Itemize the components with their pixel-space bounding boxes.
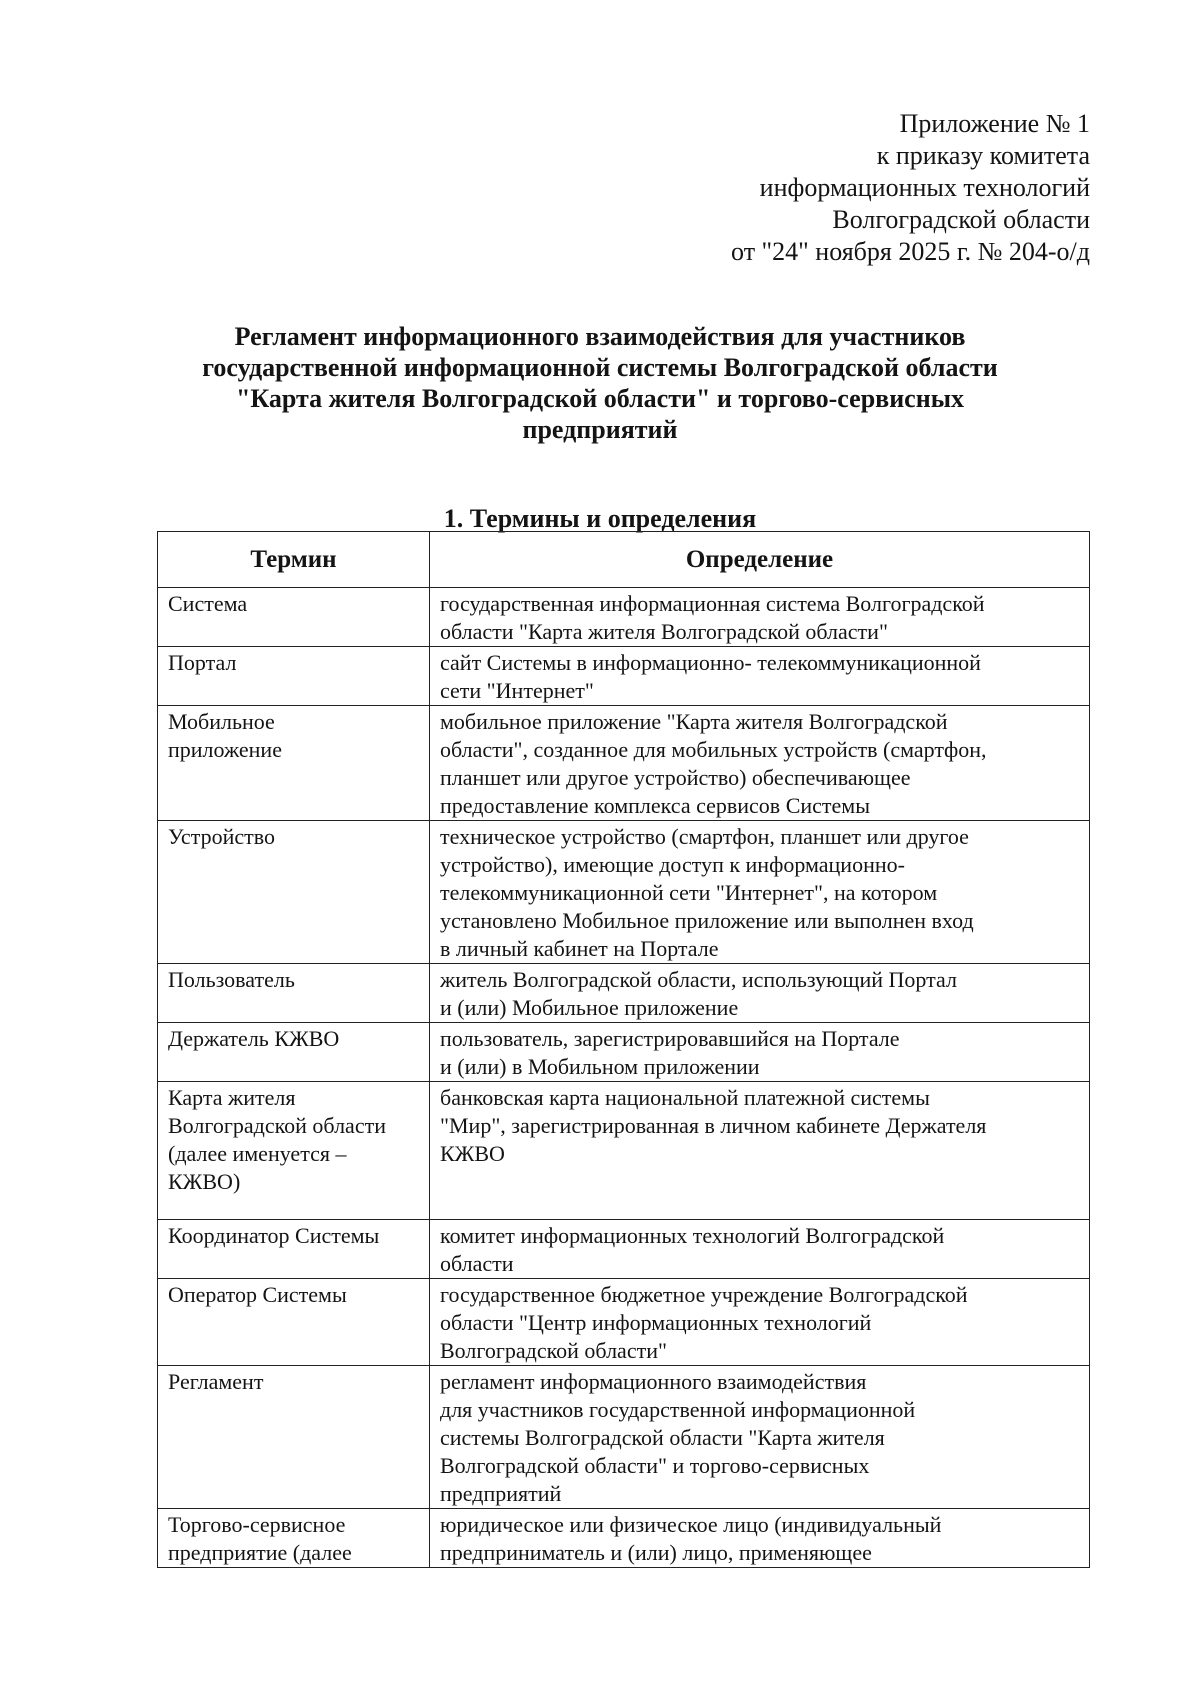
terms-body (158, 588, 1090, 1568)
document-title (150, 321, 1050, 445)
definition-line: области "Карта жителя Волгоградской области" (440, 619, 888, 644)
title-line: государственной информационной системы Волгоградской области (202, 353, 998, 382)
table-row (158, 588, 1090, 647)
table-header-row (158, 532, 1090, 588)
definition-line: сети "Интернет" (440, 678, 594, 703)
definition-line: "Мир", зарегистрированная в личном кабинете Держателя (440, 1113, 987, 1138)
term-line: Мобильное (168, 709, 275, 734)
definition-cell (430, 1509, 1090, 1568)
definition-line: области (440, 1251, 514, 1276)
term-cell (158, 1366, 430, 1509)
term-line: Устройство (168, 824, 275, 849)
definition-line: техническое устройство (смартфон, планшет или другое (440, 824, 969, 849)
definition-line: системы Волгоградской области "Карта жителя (440, 1425, 885, 1450)
title-line: "Карта жителя Волгоградской области" и торгово-сервисных (235, 384, 965, 413)
definition-cell (430, 1082, 1090, 1220)
term-cell (158, 964, 430, 1023)
term-line: КЖВО) (168, 1169, 241, 1194)
title-line: Регламент информационного взаимодействия для участников (234, 322, 966, 351)
table-row (158, 1366, 1090, 1509)
definition-line: сайт Системы в информационно- телекоммуникационной (440, 650, 981, 675)
definition-cell (430, 821, 1090, 964)
annex-block (731, 108, 1090, 268)
term-line: Регламент (168, 1369, 264, 1394)
table-row (158, 964, 1090, 1023)
term-cell (158, 821, 430, 964)
term-line: Оператор Системы (168, 1282, 347, 1307)
table-row (158, 647, 1090, 706)
definition-line: предоставление комплекса сервисов Системы (440, 793, 870, 818)
table-row (158, 706, 1090, 821)
definition-line: Волгоградской области" (440, 1338, 667, 1363)
definition-line: и (или) Мобильное приложение (440, 995, 739, 1020)
definition-line: регламент информационного взаимодействия (440, 1369, 867, 1394)
table-row (158, 1279, 1090, 1366)
definition-line: мобильное приложение "Карта жителя Волгоградской (440, 709, 948, 734)
definition-line: в личный кабинет на Портале (440, 936, 719, 961)
definition-line: государственное бюджетное учреждение Волгоградской (440, 1282, 968, 1307)
term-line: Пользователь (168, 967, 295, 992)
table-row (158, 1023, 1090, 1082)
term-cell (158, 1082, 430, 1220)
annex-line: Волгоградской области (832, 205, 1090, 234)
term-line: Держатель КЖВО (168, 1026, 340, 1051)
term-cell (158, 1509, 430, 1568)
section-heading: 1. Термины и определения (443, 504, 757, 533)
table-row (158, 1509, 1090, 1568)
title-line: предприятий (522, 415, 678, 444)
definition-line: установлено Мобильное приложение или выполнен вход (440, 908, 974, 933)
definition-cell (430, 1220, 1090, 1279)
header-definition: Определение (430, 532, 1090, 588)
definition-line: области "Центр информационных технологий (440, 1310, 872, 1335)
definition-line: и (или) в Мобильном приложении (440, 1054, 760, 1079)
term-cell (158, 647, 430, 706)
definition-line: области", созданное для мобильных устройств (смартфон, (440, 737, 987, 762)
annex-line: информационных технологий (759, 173, 1090, 202)
term-cell (158, 1279, 430, 1366)
definition-cell (430, 647, 1090, 706)
definition-line: КЖВО (440, 1141, 505, 1166)
definition-line: предприятий (440, 1481, 562, 1506)
definition-line: пользователь, зарегистрировавшийся на Портале (440, 1026, 900, 1051)
definition-cell (430, 1366, 1090, 1509)
table-row (158, 821, 1090, 964)
definition-line: комитет информационных технологий Волгоградской (440, 1223, 945, 1248)
definition-cell (430, 964, 1090, 1023)
definition-line: житель Волгоградской области, использующий Портал (440, 967, 957, 992)
definition-cell (430, 588, 1090, 647)
definition-line: устройство), имеющие доступ к информационно- (440, 852, 905, 877)
term-line: Портал (168, 650, 237, 675)
definition-cell (430, 1023, 1090, 1082)
term-cell (158, 706, 430, 821)
term-cell (158, 588, 430, 647)
definition-line: Волгоградской области" и торгово-сервисных (440, 1453, 870, 1478)
definition-line: планшет или другое устройство) обеспечивающее (440, 765, 911, 790)
term-line: Торгово-сервисное (168, 1512, 346, 1537)
term-line: (далее именуется – (168, 1141, 347, 1166)
definition-cell (430, 706, 1090, 821)
definition-line: юридическое или физическое лицо (индивидуальный (440, 1512, 942, 1537)
term-line: приложение (168, 737, 282, 762)
term-cell (158, 1023, 430, 1082)
annex-line: от "24" ноября 2025 г. № 204-о/д (731, 237, 1090, 266)
definition-line: государственная информационная система Волгоградской (440, 591, 985, 616)
term-line: предприятие (далее (168, 1540, 352, 1565)
annex-line: к приказу комитета (876, 141, 1090, 170)
header-term: Термин (158, 532, 430, 588)
term-line: Карта жителя (168, 1085, 296, 1110)
term-line: Координатор Системы (168, 1223, 380, 1248)
annex-line: Приложение № 1 (899, 109, 1090, 138)
table-row (158, 1220, 1090, 1279)
term-line: Система (168, 591, 248, 616)
table-row (158, 1082, 1090, 1220)
definition-line: для участников государственной информационной (440, 1397, 916, 1422)
terms-table (157, 531, 1090, 1568)
page-bottom-margin (0, 1640, 1200, 1695)
definition-cell (430, 1279, 1090, 1366)
term-cell (158, 1220, 430, 1279)
definition-line: предприниматель и (или) лицо, применяющее (440, 1540, 872, 1565)
term-line: Волгоградской области (168, 1113, 386, 1138)
definition-line: телекоммуникационной сети "Интернет", на котором (440, 880, 938, 905)
definition-line: банковская карта национальной платежной системы (440, 1085, 930, 1110)
